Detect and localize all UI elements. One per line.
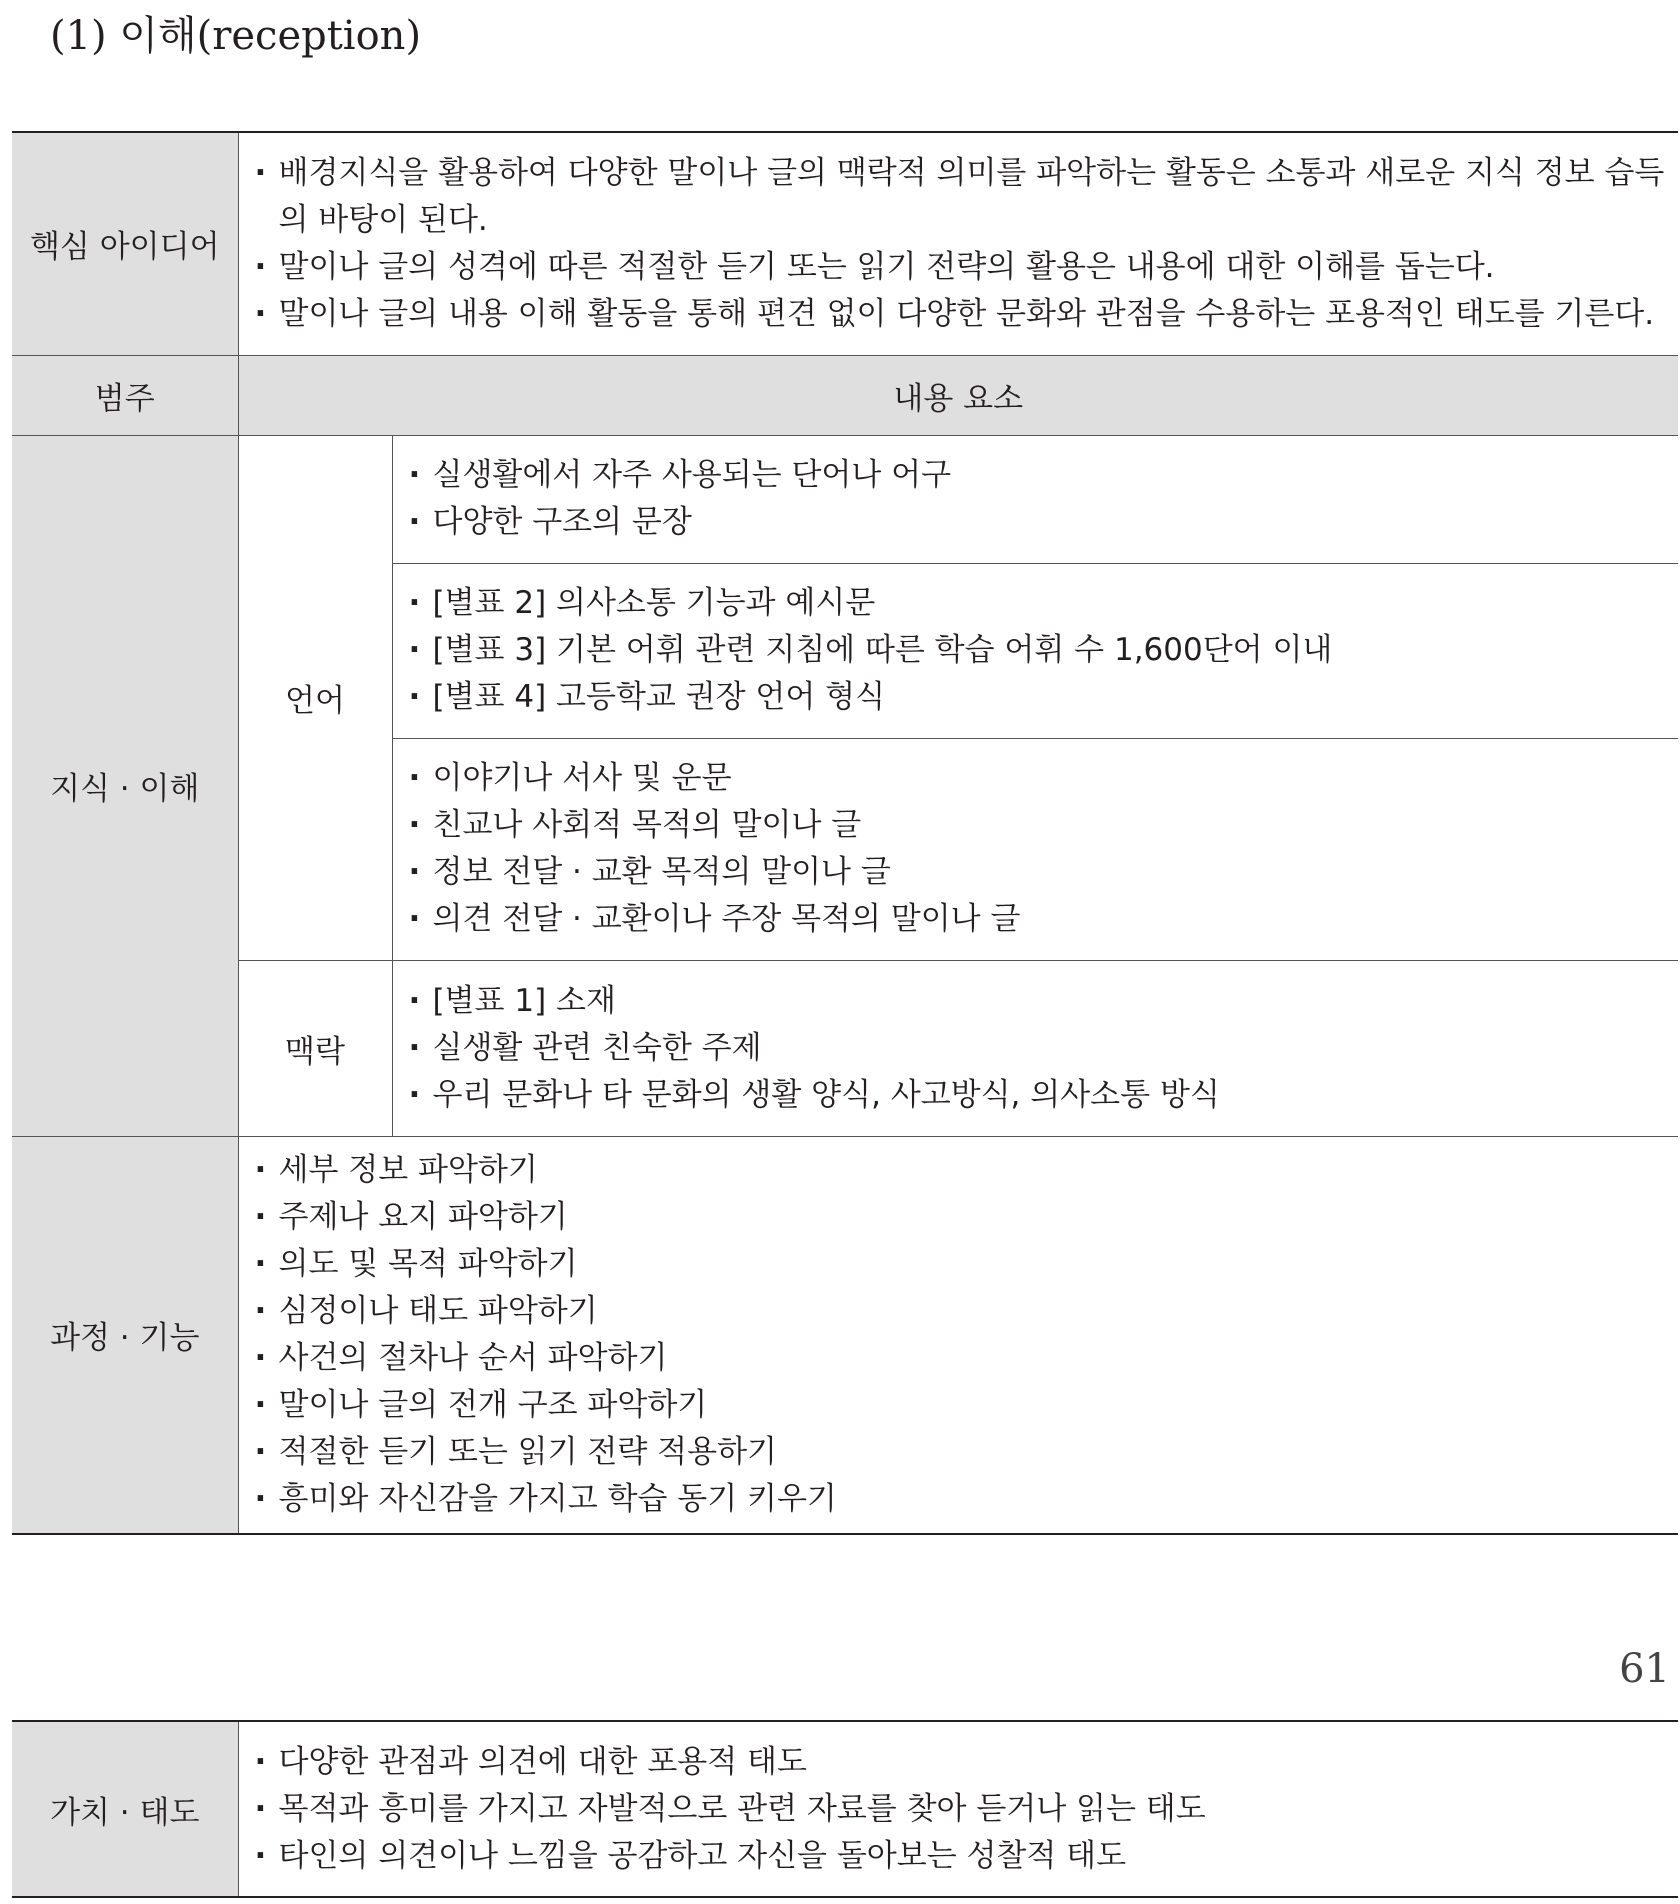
- process-item: · 주제나 요지 파악하기: [255, 1194, 1673, 1241]
- page-number: 61: [1619, 1646, 1670, 1692]
- language-item: · 친교나 사회적 목적의 말이나 글: [409, 802, 1673, 849]
- language-item: · [별표 4] 고등학교 권장 언어 형식: [409, 674, 1673, 721]
- knowledge-row: [12, 960, 1678, 1136]
- core-idea-row: [12, 132, 1678, 355]
- context-item: · 실생활 관련 친숙한 주제: [409, 1025, 1673, 1072]
- process-item: · 의도 및 목적 파악하기: [255, 1241, 1673, 1288]
- language-item: · [별표 3] 기본 어휘 관련 지침에 따른 학습 어휘 수 1,600단어 이내: [409, 627, 1673, 674]
- language-group: [392, 435, 1678, 563]
- values-item: · 다양한 관점과 의견에 대한 포용적 태도: [255, 1739, 1673, 1786]
- process-item: · 적절한 듣기 또는 읽기 전략 적용하기: [255, 1429, 1673, 1476]
- core-idea-item: · 배경지식을 활용하여 다양한 말이나 글의 맥락적 의미를 파악하는 활동은 소통과 새로운 지식 정보 습득의 바탕이 된다.: [255, 150, 1673, 244]
- language-item: · 정보 전달 · 교환 목적의 말이나 글: [409, 849, 1673, 896]
- values-row: [12, 1721, 1678, 1897]
- process-item: · 흥미와 자신감을 가지고 학습 동기 키우기: [255, 1476, 1673, 1523]
- values-item: · 타인의 의견이나 느낌을 공감하고 자신을 돌아보는 성찰적 태도: [255, 1833, 1673, 1880]
- knowledge-label: 지식 · 이해: [12, 435, 238, 1136]
- header-row: [12, 355, 1678, 435]
- process-row: [12, 1136, 1678, 1534]
- context-label: 맥락: [238, 960, 392, 1136]
- core-idea-cell: [238, 132, 1678, 355]
- header-content: 내용 요소: [238, 355, 1678, 435]
- context-item: · [별표 1] 소재: [409, 978, 1673, 1025]
- context-cell: [392, 960, 1678, 1136]
- core-idea-item: · 말이나 글의 성격에 따른 적절한 듣기 또는 읽기 전략의 활용은 내용에 대한 이해를 돕는다.: [255, 244, 1673, 291]
- language-group: [392, 738, 1678, 960]
- process-item: · 세부 정보 파악하기: [255, 1147, 1673, 1194]
- values-label: 가치 · 태도: [12, 1721, 238, 1897]
- core-idea-label: 핵심 아이디어: [12, 132, 238, 355]
- values-item: · 목적과 흥미를 가지고 자발적으로 관련 자료를 찾아 듣거나 읽는 태도: [255, 1786, 1673, 1833]
- context-item: · 우리 문화나 타 문화의 생활 양식, 사고방식, 의사소통 방식: [409, 1072, 1673, 1119]
- header-category: 범주: [12, 355, 238, 435]
- language-item: · [별표 2] 의사소통 기능과 예시문: [409, 580, 1673, 627]
- core-idea-item: · 말이나 글의 내용 이해 활동을 통해 편견 없이 다양한 문화와 관점을 수용하는 포용적인 태도를 기른다.: [255, 291, 1673, 338]
- language-item: · 다양한 구조의 문장: [409, 499, 1673, 546]
- language-label: 언어: [238, 435, 392, 960]
- curriculum-table: [12, 131, 1678, 1535]
- process-cell: [238, 1136, 1678, 1534]
- language-item: · 의견 전달 · 교환이나 주장 목적의 말이나 글: [409, 896, 1673, 943]
- process-item: · 말이나 글의 전개 구조 파악하기: [255, 1382, 1673, 1429]
- process-item: · 심정이나 태도 파악하기: [255, 1288, 1673, 1335]
- curriculum-table-continued: [12, 1720, 1678, 1898]
- language-item: · 이야기나 서사 및 운문: [409, 755, 1673, 802]
- values-cell: [238, 1721, 1678, 1897]
- section-title: (1) 이해(reception): [50, 13, 422, 59]
- process-label: 과정 · 기능: [12, 1136, 238, 1534]
- knowledge-row: [12, 435, 1678, 563]
- language-item: · 실생활에서 자주 사용되는 단어나 어구: [409, 452, 1673, 499]
- process-item: · 사건의 절차나 순서 파악하기: [255, 1335, 1673, 1382]
- language-group: [392, 563, 1678, 738]
